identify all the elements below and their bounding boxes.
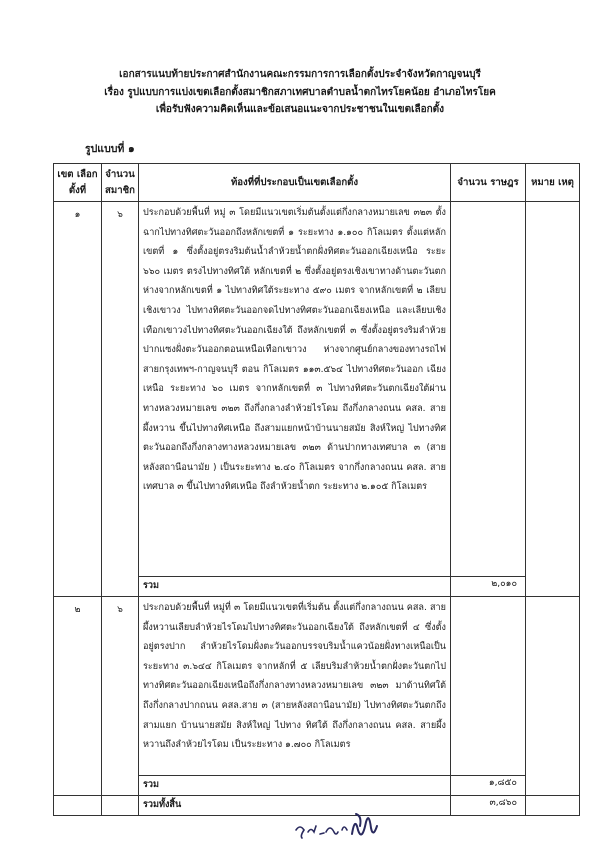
table-row: [54, 597, 580, 776]
header-note: หมาย เหตุ: [526, 164, 580, 202]
empty-cell: [102, 796, 139, 816]
empty-cell: [526, 796, 580, 816]
districts-table: [53, 163, 580, 816]
grand-total-population: ๓,๘๖๐: [451, 796, 526, 816]
district-description: ประกอบด้วยพื้นที่ หมู่ ๓ โดยมีแนวเขตเริ่มต้นตั้งแต่กึ่งกลางหมายเลข ๓๒๓ ตั้งฉากไปทางทิศตะวันออกถึงหลักเขตที่ ๑ ระยะทาง ๑.๑๐๐ กิโลเมตร ตั้งแต่หลักเขตที่ ๑ ซึ่งตั้งอยู่ตรงริมต้นน้ำลำห้วยน้ำตกฝั่งทิศตะวันออกเฉียงเหนือ ระยะ ๖๖๐ เมตร ตรงไปทางทิศใต้ หลักเขตที่ ๒ ซึ่งตั้งอยู่ตรงเชิงเขาทางด้านตะวันตกห่างจากหลักเขตที่ ๑ ไปทางทิศใต้ระยะทาง ๕๙๐ เมตร จากหลักเขตที่ ๒ เลียบเชิงเขาวง ไปทางทิศตะวันออกจดไปทางทิศตะวันออกเฉียงเหนือ และเลียบเชิงเทือกเขาวงไปทางทิศตะวันออกเฉียงใต้ ถึงหลักเขตที่ ๓ ซึ่งตั้งอยู่ตรงริมลำห้วยปากแซงฝั่งตะวันออกตอนเหนือเทือกเขาวง ห่างจากศูนย์กลางของทางรถไฟสายกรุงเทพฯ-กาญจนบุรี ตอน กิโลเมตร ๑๑๓.๕๖๔ ไปทางทิศตะวันออก เฉียงเหนือ ระยะทาง ๖๐ เมตร จากหลักเขตที่ ๓ ไปทางทิศตะวันตกเฉียงใต้ผ่าน ทางหลวงหมายเลข ๓๒๓ ถึงกึ่งกลางลำห้วยไรโดม ถึงกึ่งกลางถนน คสล. สายผึ้งหวาน ขึ้นไปทางทิศเหนือ ถึงสามแยกหน้าบ้านนายสมัย สิงห์ใหญ่ ไปทางทิศตะวันออกถึงกึ่งกลางทางหลวงหมายเลข ๓๒๓ ด้านปากทางเทศบาล ๓ (สายหลังสถานีอนามัย ) เป็นระยะทาง ๒.๔๐ กิโลเมตร จากกึ่งกลางถนน คสล. สายเทศบาล ๓ ขึ้นไปทางทิศเหนือ ถึงลำห้วยน้ำตก ระยะทาง ๒.๑๐๕ กิโลเมตร: [139, 202, 451, 577]
grand-total-label: รวมทั้งสิ้น: [139, 796, 451, 816]
empty-cell: [54, 796, 102, 816]
subtotal-population: ๒,๐๑๐: [451, 577, 526, 597]
note-cell: [526, 202, 580, 597]
header-members: จำนวน สมาชิก: [102, 164, 139, 202]
header-line-1: เอกสารแนบท้ายประกาศสำนักงานคณะกรรมการการเลือกตั้งประจำจังหวัดกาญจนบุรี: [119, 69, 481, 80]
table-row: [54, 202, 580, 577]
member-count: ๖: [102, 597, 139, 796]
subtotal-population: ๑,๘๕๐: [451, 776, 526, 796]
document-header: [0, 66, 600, 119]
note-cell: [526, 597, 580, 796]
subtotal-label: รวม: [139, 776, 451, 796]
header-district: เขต เลือกตั้งที่: [54, 164, 102, 202]
district-number: ๒: [54, 597, 102, 796]
header-line-3: เพื่อรับฟังความคิดเห็นและข้อเสนอแนะจากประชาชนในเขตเลือกตั้ง: [155, 104, 445, 115]
member-count: ๖: [102, 202, 139, 597]
header-locality: ท้องที่ที่ประกอบเป็นเขตเลือกตั้ง: [139, 164, 451, 202]
subtotal-label: รวม: [139, 577, 451, 597]
district-number: ๑: [54, 202, 102, 597]
district-description: ประกอบด้วยพื้นที่ หมู่ที่ ๓ โดยมีแนวเขตที่เริ่มต้น ตั้งแต่กึ่งกลางถนน คสล. สายผึ้งหวานเลียบลำห้วยไรโดมไปทางทิศตะวันออกเฉียงใต้ ถึงหลักเขตที่ ๔ ซึ่งตั้งอยู่ตรงปาก ลำห้วยไรโดมฝั่งตะวันออกบรรจบริมน้ำแควน้อยฝั่งทางเหนือเป็นระยะทาง ๓.๖๔๔ กิโลเมตร จากหลักที่ ๕ เลียบริมลำห้วยน้ำตกฝั่งตะวันตกไปทางทิศตะวันออกเฉียงเหนือถึงกึ่งกลางทางหลวงหมายเลข ๓๒๓ มาด้านทิศใต้ถึงกึ่งกลางปากถนน คสล.สาย ๓ (สายหลังสถานีอนามัย) ไปทางทิศตะวันตกถึงสามแยก บ้านนายสมัย สิงห์ใหญ่ ไปทาง ทิศใต้ ถึงกึ่งกลางถนน คสล. สายผึ้งหวานถึงลำห้วยไรโดม เป็นระยะทาง ๑.๗๐๐ กิโลเมตร: [139, 597, 451, 776]
form-label: รูปแบบที่ ๑: [85, 143, 135, 155]
header-population: จำนวน ราษฎร: [451, 164, 526, 202]
header-line-2: เรื่อง รูปแบบการแบ่งเขตเลือกตั้งสมาชิกสภาเทศบาลตำบลน้ำตกไทรโยคน้อย อำเภอไทรโยค: [104, 86, 496, 98]
table-header-row: [54, 164, 580, 202]
population-cell: [451, 597, 526, 776]
population-cell: [451, 202, 526, 577]
signature: [292, 808, 387, 842]
